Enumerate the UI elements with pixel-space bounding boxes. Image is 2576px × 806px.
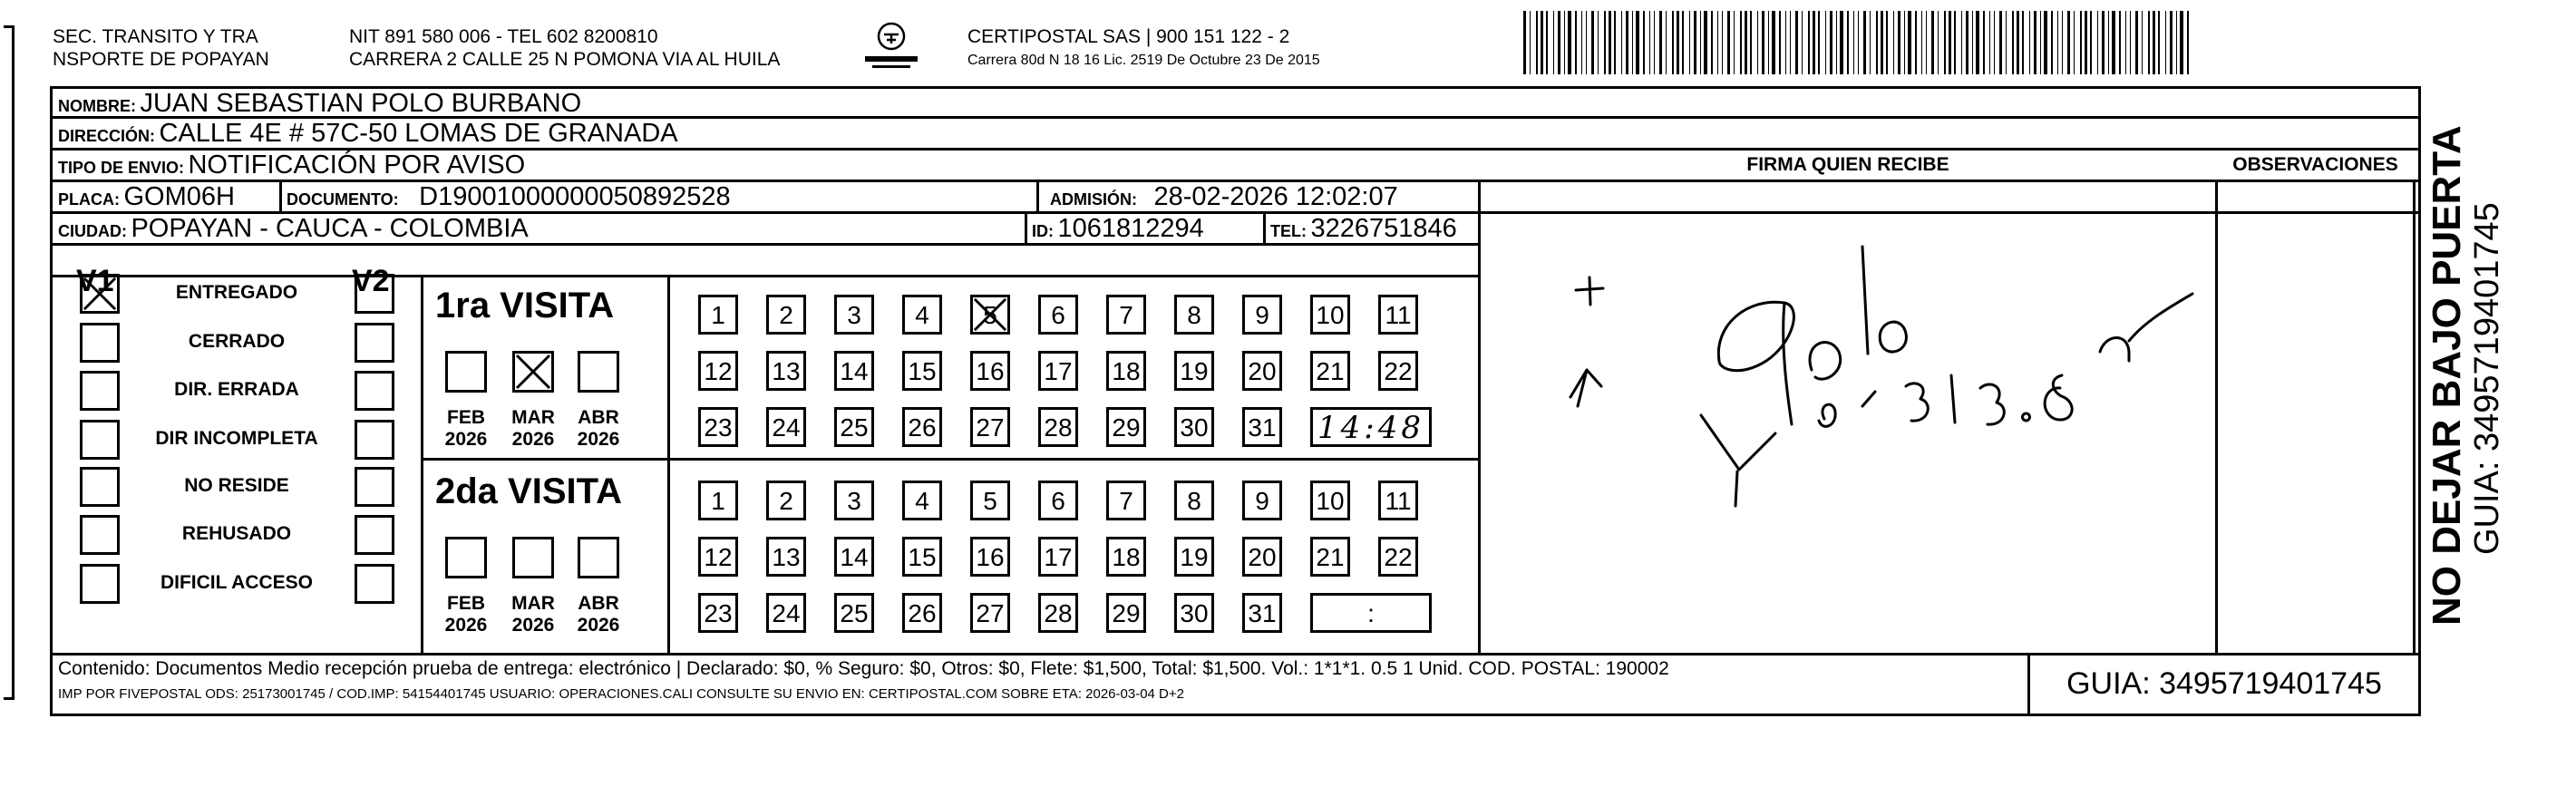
day-checkbox[interactable]: 17 (1038, 537, 1078, 577)
day-checkbox[interactable]: 6 (1038, 481, 1078, 520)
v2-checkbox[interactable] (355, 323, 394, 363)
no-dejar-bajo-puerta: NO DEJAR BAJO PUERTA (2425, 125, 2469, 626)
barcode (1523, 11, 2194, 74)
direccion-value: CALLE 4E # 57C-50 LOMAS DE GRANADA (159, 119, 678, 148)
status-label: REHUSADO (181, 523, 292, 544)
day-checkbox[interactable]: 7 (1106, 295, 1146, 335)
nombre-label: NOMBRE: (58, 97, 136, 115)
visit-title: 1ra VISITA (435, 286, 615, 325)
day-checkbox[interactable]: 21 (1310, 351, 1350, 391)
day-checkbox[interactable]: 15 (902, 351, 942, 391)
v1-checkbox[interactable] (80, 467, 120, 507)
day-checkbox[interactable]: 11 (1378, 295, 1418, 335)
day-checkbox[interactable]: 6 (1038, 295, 1078, 335)
side-guia: GUIA: 3495719401745 (2468, 202, 2506, 555)
v2-checkbox[interactable] (355, 515, 394, 555)
admision-cell (1050, 181, 1398, 217)
day-checkbox[interactable]: 29 (1106, 407, 1146, 447)
v1-checkbox[interactable] (80, 371, 120, 411)
day-checkbox[interactable]: 15 (902, 537, 942, 577)
day-checkbox[interactable]: 2 (766, 295, 806, 335)
day-checkbox[interactable]: 10 (1310, 481, 1350, 520)
day-checkbox[interactable]: 26 (902, 407, 942, 447)
observaciones-header: OBSERVACIONES (2232, 154, 2398, 175)
month-checkbox[interactable] (578, 537, 619, 578)
day-checkbox[interactable]: 22 (1378, 537, 1418, 577)
v1-checkbox[interactable] (80, 274, 120, 314)
day-checkbox[interactable]: 25 (834, 593, 874, 633)
v1-checkbox[interactable] (80, 420, 120, 460)
day-checkbox[interactable]: 2 (766, 481, 806, 520)
day-checkbox[interactable]: 28 (1038, 593, 1078, 633)
day-checkbox[interactable]: 8 (1174, 481, 1214, 520)
direccion-row (58, 118, 678, 153)
month-label: ABR 2026 (577, 407, 620, 450)
left-bracket (4, 25, 15, 700)
v1-header: V1 (76, 264, 114, 298)
day-checkbox[interactable]: 27 (970, 407, 1010, 447)
day-checkbox[interactable]: 18 (1106, 537, 1146, 577)
month-checkbox[interactable] (512, 351, 554, 393)
day-checkbox[interactable]: 16 (970, 351, 1010, 391)
day-checkbox[interactable]: 3 (834, 481, 874, 520)
day-checkbox[interactable]: 30 (1174, 407, 1214, 447)
ciudad-value: POPAYAN - CAUCA - COLOMBIA (131, 214, 529, 243)
day-checkbox[interactable]: 19 (1174, 351, 1214, 391)
month-label: MAR 2026 (511, 407, 555, 450)
day-checkbox[interactable]: 18 (1106, 351, 1146, 391)
sender-line1: SEC. TRANSITO Y TRA (53, 26, 258, 47)
month-checkbox[interactable] (445, 351, 487, 393)
sender-line2: NSPORTE DE POPAYAN (53, 49, 269, 70)
placa-value: GOM06H (123, 182, 235, 211)
day-checkbox[interactable]: 31 (1242, 407, 1282, 447)
v2-checkbox[interactable] (355, 420, 394, 460)
day-checkbox[interactable]: 13 (766, 351, 806, 391)
day-checkbox[interactable]: 5 (970, 295, 1010, 335)
day-checkbox[interactable]: 4 (902, 295, 942, 335)
time-field[interactable]: : (1310, 593, 1432, 633)
ciudad-label: CIUDAD: (58, 222, 127, 240)
day-checkbox[interactable]: 25 (834, 407, 874, 447)
nit-line: NIT 891 580 006 - TEL 602 8200810 (349, 26, 658, 47)
day-checkbox[interactable]: 29 (1106, 593, 1146, 633)
month-label: FEB 2026 (444, 593, 488, 636)
carrier-line2: Carrera 80d N 18 16 Lic. 2519 De Octubre 23 De 2015 (967, 53, 1320, 68)
day-checkbox[interactable]: 12 (698, 351, 738, 391)
day-checkbox[interactable]: 10 (1310, 295, 1350, 335)
v2-checkbox[interactable] (355, 564, 394, 604)
visit-title: 2da VISITA (435, 471, 622, 511)
documento-label: DOCUMENTO: (287, 190, 399, 209)
nombre-value: JUAN SEBASTIAN POLO BURBANO (140, 89, 582, 118)
status-label: CERRADO (188, 331, 286, 352)
transit-logo-icon (861, 20, 921, 73)
day-checkbox[interactable]: 31 (1242, 593, 1282, 633)
placa-label: PLACA: (58, 190, 120, 209)
day-checkbox[interactable]: 27 (970, 593, 1010, 633)
day-checkbox[interactable]: 9 (1242, 481, 1282, 520)
footer-content: Contenido: Documentos Medio recepción prueba de entrega: electrónico | Declarado: $0, % Seguro: $0, Otros: $0, Flete: $1,500, Total: $1,500. Vol.: 1*1*1. 0.5 1 Unid. COD. POSTAL: 190002 (58, 658, 1669, 679)
v2-checkbox[interactable] (355, 371, 394, 411)
tipo-row (58, 150, 525, 185)
day-checkbox[interactable]: 14 (834, 537, 874, 577)
recipient-signature (1503, 234, 2211, 633)
day-checkbox[interactable]: 20 (1242, 351, 1282, 391)
day-checkbox[interactable]: 1 (698, 481, 738, 520)
day-checkbox[interactable]: 14 (834, 351, 874, 391)
status-label: NO RESIDE (184, 475, 289, 496)
id-label: ID: (1032, 222, 1054, 240)
tel-value: 3226751846 (1310, 214, 1457, 243)
v1-checkbox[interactable] (80, 564, 120, 604)
day-checkbox[interactable]: 8 (1174, 295, 1214, 335)
day-checkbox[interactable]: 1 (698, 295, 738, 335)
month-checkbox[interactable] (512, 537, 554, 578)
id-cell (1032, 213, 1204, 248)
day-checkbox[interactable]: 24 (766, 407, 806, 447)
day-checkbox[interactable]: 11 (1378, 481, 1418, 520)
day-checkbox[interactable]: 4 (902, 481, 942, 520)
day-checkbox[interactable]: 30 (1174, 593, 1214, 633)
v1-checkbox[interactable] (80, 515, 120, 555)
time-field[interactable]: 14:48 (1310, 407, 1432, 447)
v2-checkbox[interactable] (355, 467, 394, 507)
status-label: DIR INCOMPLETA (155, 428, 318, 449)
day-checkbox[interactable]: 28 (1038, 407, 1078, 447)
carrier-line1: CERTIPOSTAL SAS | 900 151 122 - 2 (967, 26, 1290, 47)
firma-header: FIRMA QUIEN RECIBE (1746, 154, 1949, 175)
day-checkbox[interactable]: 22 (1378, 351, 1418, 391)
footer-guia: GUIA: 3495719401745 (2066, 666, 2382, 701)
admision-label: ADMISIÓN: (1050, 190, 1137, 209)
day-checkbox[interactable]: 17 (1038, 351, 1078, 391)
form-frame (50, 86, 2421, 716)
address-line: CARRERA 2 CALLE 25 N POMONA VIA AL HUILA (349, 49, 781, 70)
month-label: ABR 2026 (577, 593, 620, 636)
month-checkbox[interactable] (578, 351, 619, 393)
day-checkbox[interactable]: 19 (1174, 537, 1214, 577)
day-checkbox[interactable]: 23 (698, 407, 738, 447)
tel-cell (1270, 213, 1457, 248)
day-checkbox[interactable]: 13 (766, 537, 806, 577)
ciudad-cell (58, 213, 529, 248)
documento-cell (287, 181, 731, 217)
month-checkbox[interactable] (445, 537, 487, 578)
v2-header: V2 (352, 264, 390, 298)
v1-checkbox[interactable] (80, 323, 120, 363)
month-label: FEB 2026 (444, 407, 488, 450)
day-checkbox[interactable]: 9 (1242, 295, 1282, 335)
id-value: 1061812294 (1057, 214, 1204, 243)
day-checkbox[interactable]: 5 (970, 481, 1010, 520)
day-checkbox[interactable]: 23 (698, 593, 738, 633)
tipo-label: TIPO DE ENVIO: (58, 159, 185, 177)
tel-label: TEL: (1270, 222, 1307, 240)
v2-checkbox[interactable] (355, 274, 394, 314)
documento-value: D19001000000050892528 (419, 182, 731, 211)
day-checkbox[interactable]: 20 (1242, 537, 1282, 577)
status-label: DIFICIL ACCESO (160, 572, 313, 593)
status-label: ENTREGADO (175, 282, 298, 303)
day-checkbox[interactable]: 16 (970, 537, 1010, 577)
day-checkbox[interactable]: 21 (1310, 537, 1350, 577)
status-label: DIR. ERRADA (174, 379, 299, 400)
admision-value: 28-02-2026 12:02:07 (1153, 182, 1398, 211)
day-checkbox[interactable]: 3 (834, 295, 874, 335)
day-checkbox[interactable]: 7 (1106, 481, 1146, 520)
tipo-value: NOTIFICACIÓN POR AVISO (188, 151, 526, 180)
placa-cell (58, 181, 235, 217)
month-label: MAR 2026 (511, 593, 555, 636)
day-checkbox[interactable]: 12 (698, 537, 738, 577)
day-checkbox[interactable]: 24 (766, 593, 806, 633)
direccion-label: DIRECCIÓN: (58, 127, 155, 145)
footer-imp: IMP POR FIVEPOSTAL ODS: 25173001745 / COD.IMP: 54154401745 USUARIO: OPERACIONES.CALI CONSULTE SU ENVIO EN: CERTIPOSTAL.COM SOBRE ETA: 2026-03-04 D+2 (58, 686, 1184, 702)
day-checkbox[interactable]: 26 (902, 593, 942, 633)
